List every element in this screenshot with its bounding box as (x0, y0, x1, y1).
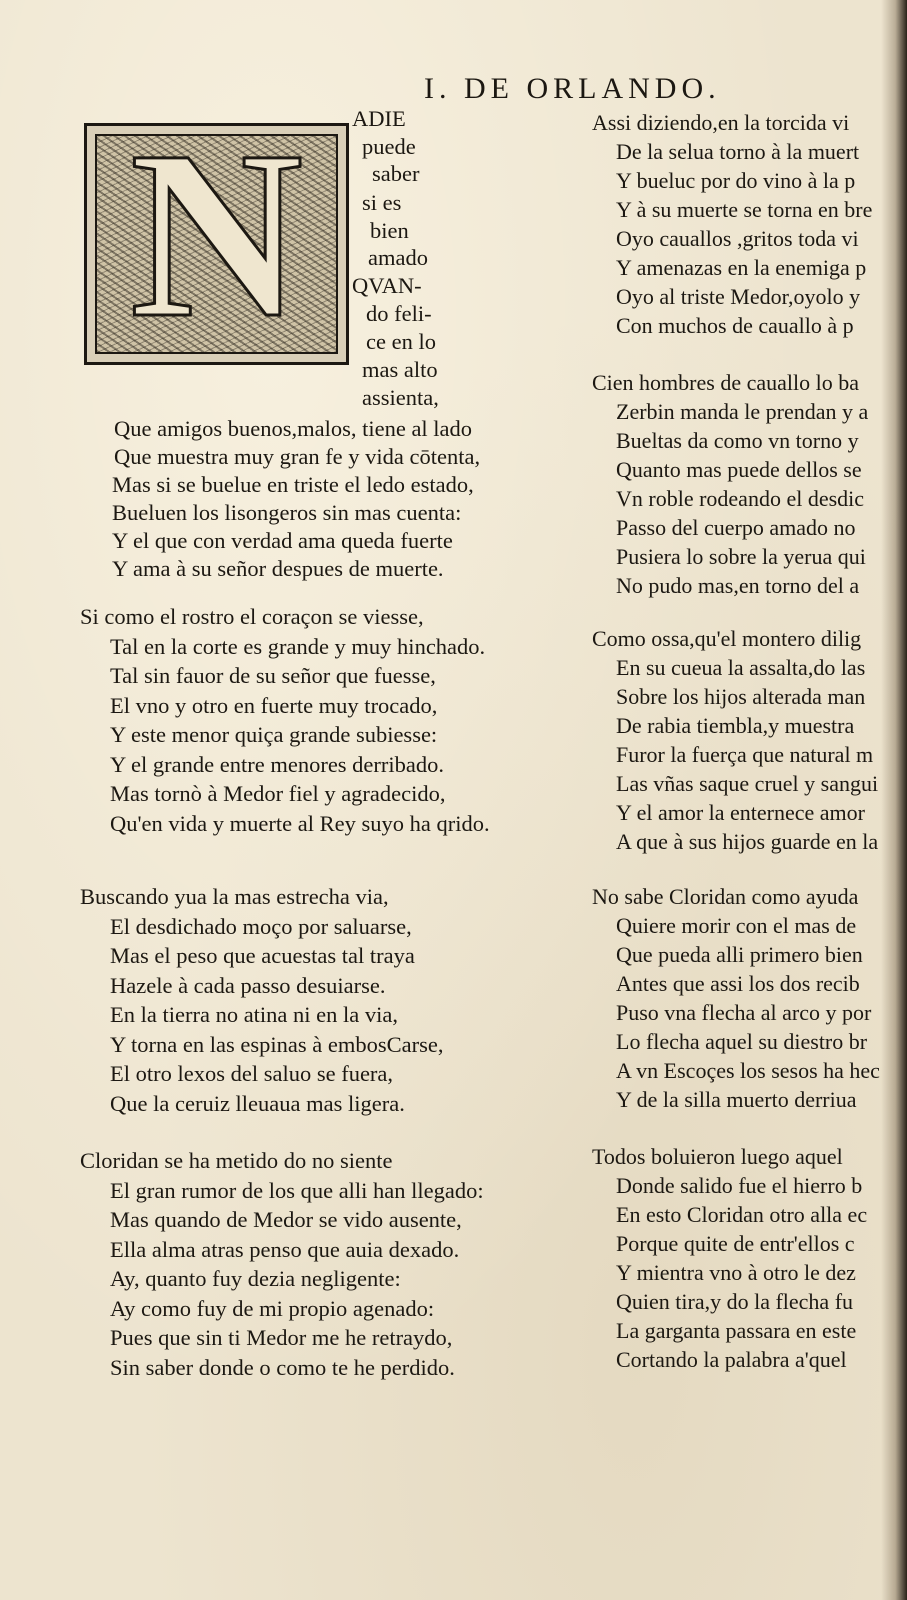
verse-line: Ay, quanto fuy dezia negligente: (110, 1266, 401, 1291)
verse-line: Tal en la corte es grande y muy hinchado. (110, 633, 486, 659)
verse-line: Que pueda alli primero bien (616, 942, 863, 967)
verse-line: Y ama à su señor despues de muerte. (112, 556, 444, 581)
verse-line: Sin saber donde o como te he perdido. (110, 1354, 455, 1380)
verse-line: Bueltas da como vn torno y (616, 428, 859, 453)
verse-line: El vno y otro en fuerte muy trocado, (110, 692, 438, 718)
verse-line: assienta, (362, 385, 439, 410)
verse-line: Cien hombres de cauallo lo ba (592, 370, 859, 395)
verse-line: Y torna en las espinas à embosCarse, (110, 1031, 444, 1057)
verse-line: De rabia tiembla,y muestra (616, 713, 855, 738)
verse-line: Puso vna flecha al arco y por (616, 1000, 872, 1025)
verse-line: Y el amor la enternece amor (616, 800, 865, 825)
verse-line: De la selua torno à la muert (616, 139, 860, 164)
verse-line: Y mientra vno à otro le dez (616, 1260, 856, 1285)
verse-line: Que la ceruiz lleuaua mas ligera. (110, 1090, 405, 1116)
verse-line: Como ossa,qu'el montero dilig (592, 626, 862, 651)
verse-line: Tal sin fauor de su señor que fuesse, (110, 663, 436, 688)
verse-line: A que à sus hijos guarde en la (616, 829, 879, 854)
verse-line: Mas si se buelue en triste el ledo estado, (112, 472, 474, 497)
verse-line: Vn roble rodeando el desdic (616, 486, 865, 511)
verse-line: Y à su muerte se torna en bre (616, 197, 873, 222)
verse-line: Y de la silla muerto derriua (616, 1087, 857, 1112)
verse-line: Passo del cuerpo amado no (616, 515, 856, 540)
verse-line: Porque quite de entr'ellos c (616, 1231, 855, 1256)
verse-line: Assi diziendo,en la torcida vi (592, 110, 850, 135)
verse-line: Mas el peso que acuestas tal traya (110, 943, 415, 968)
verse-line: El desdichado moço por saluarse, (110, 913, 412, 939)
verse-line: La garganta passara en este (616, 1318, 857, 1343)
verse-line: ce en lo (366, 329, 436, 354)
verse-line: El gran rumor de los que alli han llegado: (110, 1177, 484, 1203)
verse-line: Hazele à cada passo desuiarse. (110, 972, 386, 998)
verse-line: Lo flecha aquel su diestro br (616, 1029, 868, 1054)
verse-line: En la tierra no atina ni en la via, (110, 1002, 399, 1027)
verse-line: Oyo al triste Medor,oyolo y (616, 284, 861, 309)
verse-line: QVAN- (352, 273, 422, 298)
verse-line: Si como el rostro el coraçon se viesse, (80, 604, 424, 629)
verse-line: Pues que sin ti Medor me he retraydo, (110, 1325, 453, 1350)
verse-line: Cloridan se ha metido do no siente (80, 1148, 393, 1173)
verse-line: Con muchos de cauallo à p (616, 313, 854, 338)
page-gutter-shadow (881, 0, 907, 1600)
verse-line: Cortando la palabra a'quel (616, 1347, 847, 1372)
verse-line: Quien tira,y do la flecha fu (616, 1289, 854, 1314)
verse-line: Y bueluc por do vino à la p (616, 168, 856, 193)
verse-line: Mas tornò à Medor fiel y agradecido, (110, 781, 446, 806)
verse-line: Furor la fuerça que natural m (616, 742, 874, 767)
verse-line: Pusiera lo sobre la yerua qui (616, 544, 866, 569)
verse-line: Qu'en vida y muerte al Rey suyo ha qrido. (110, 810, 490, 836)
verse-line: Y el que con verdad ama queda fuerte (112, 528, 453, 553)
verse-line: ADIE (352, 106, 406, 131)
verse-line: Buscando yua la mas estrecha via, (80, 884, 389, 909)
verse-line: Y el grande entre menores derribado. (110, 751, 445, 777)
verse-line: do feli- (366, 301, 432, 326)
verse-line: Ay como fuy de mi propio agenado: (110, 1295, 435, 1321)
verse-line: Todos boluieron luego aquel (592, 1144, 843, 1169)
verse-line: Mas quando de Medor se vido ausente, (110, 1207, 462, 1232)
verse-line: puede (362, 134, 416, 159)
running-header: I. DE ORLANDO. (424, 72, 721, 105)
verse-line: amado (368, 245, 428, 270)
initial-letter: N (129, 134, 304, 354)
verse-line: Donde salido fue el hierro b (616, 1173, 863, 1198)
verse-line: Oyo cauallos ,gritos toda vi (616, 226, 859, 251)
verse-line: Quanto mas puede dellos se (616, 457, 862, 482)
verse-line: No pudo mas,en torno del a (616, 573, 860, 598)
verse-line: No sabe Cloridan como ayuda (592, 884, 859, 909)
verse-line: mas alto (362, 357, 438, 382)
verse-line: Bueluen los lisongeros sin mas cuenta: (112, 500, 462, 525)
woodcut-frame (95, 134, 338, 354)
verse-line: Que muestra muy gran fe y vida cōtenta, (114, 444, 481, 469)
verse-line: saber (372, 161, 420, 186)
verse-line: Y amenazas en la enemiga p (616, 255, 867, 280)
verse-line: Y este menor quiça grande subiesse: (110, 722, 438, 747)
verse-line: bien (370, 218, 409, 243)
verse-line: Quiere morir con el mas de (616, 913, 857, 938)
verse-line: Las vñas saque cruel y sangui (616, 771, 879, 796)
verse-line: si es (362, 190, 402, 215)
verse-line: Sobre los hijos alterada man (616, 684, 866, 709)
verse-line: En esto Cloridan otro alla ec (616, 1202, 868, 1227)
verse-line: El otro lexos del saluo se fuera, (110, 1061, 394, 1086)
verse-line: Antes que assi los dos recib (616, 971, 860, 996)
verse-line: Que amigos buenos,malos, tiene al lado (114, 416, 473, 441)
decorated-initial (84, 123, 349, 365)
verse-line: A vn Escoçes los sesos ha hec (616, 1058, 880, 1083)
verse-line: En su cueua la assalta,do las (616, 655, 866, 680)
verse-line: Ella alma atras penso que auia dexado. (110, 1236, 460, 1262)
verse-line: Zerbin manda le prendan y a (616, 399, 869, 424)
